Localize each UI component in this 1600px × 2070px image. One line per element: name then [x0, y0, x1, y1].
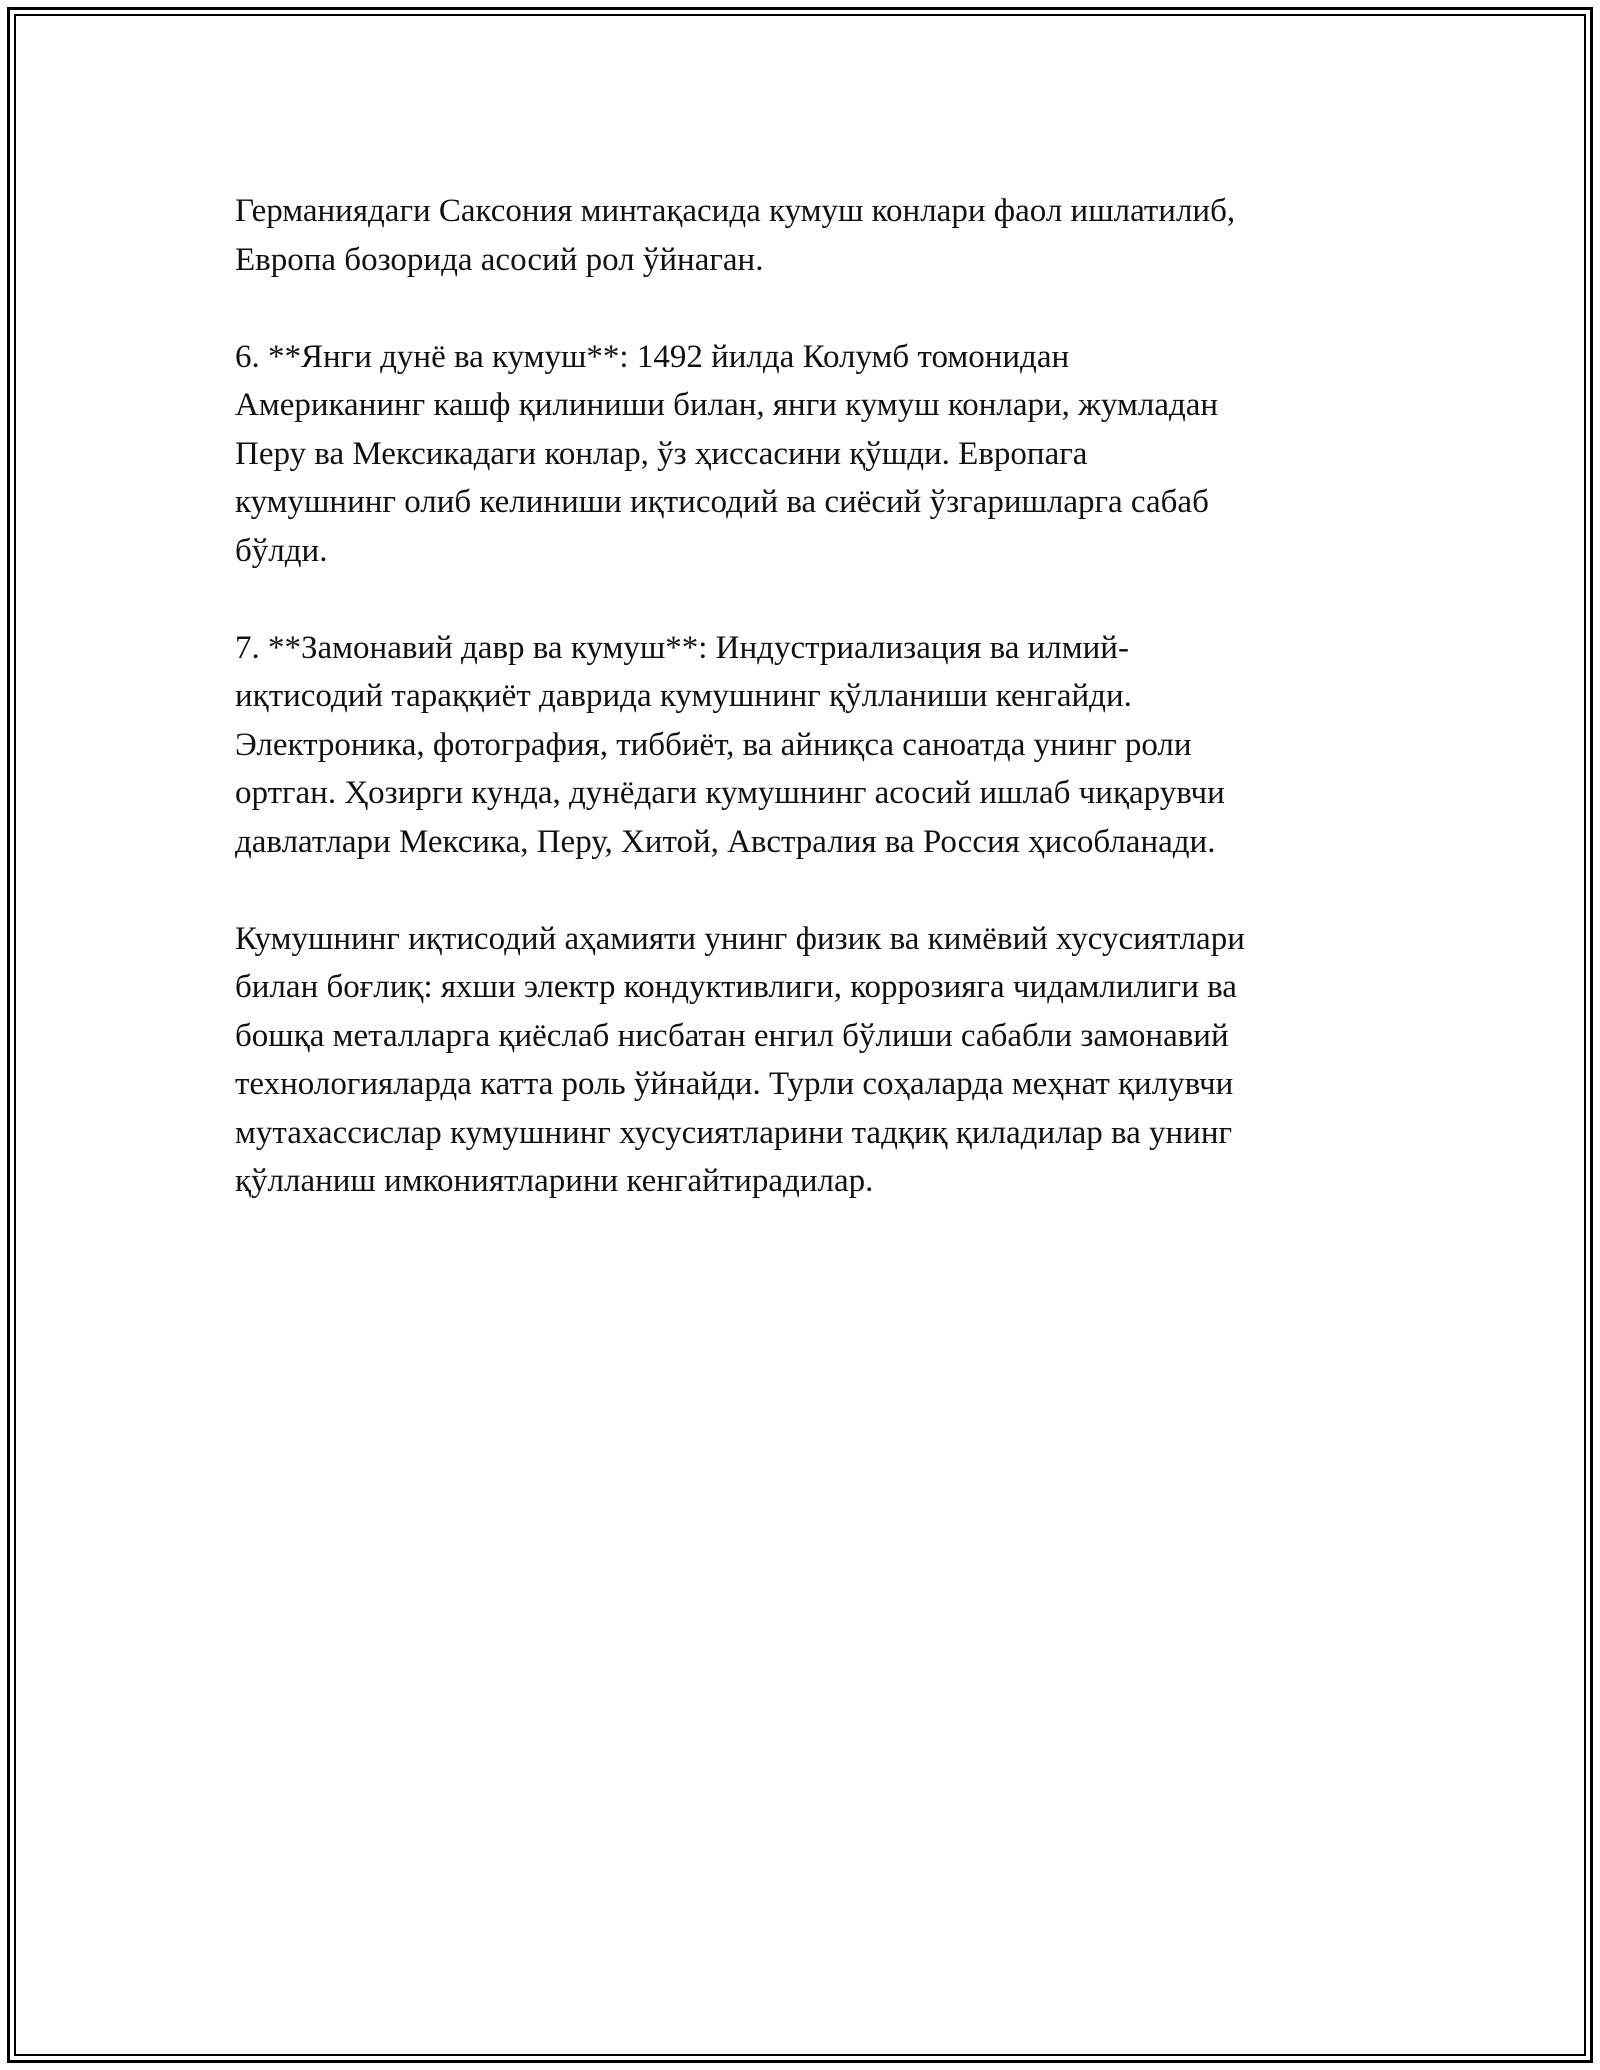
- paragraph-modern-era: [235, 624, 1385, 867]
- paragraph-saxony: [235, 187, 1385, 284]
- text-line: ортган. Ҳозирги кунда, дунёдаги кумушнинг асосий ишлаб чиқарувчи: [235, 775, 1225, 811]
- text-line: 6. **Янги дунё ва кумуш**: 1492 йилда Колумб томонидан: [235, 338, 1070, 375]
- text-line: Европа бозорида асосий рол ўйнаган.: [235, 241, 764, 278]
- text-line: қўлланиш имкониятларини кенгайтирадилар.: [235, 1163, 874, 1199]
- paragraph-new-world: [235, 333, 1385, 576]
- text-line: иқтисодий тараққиёт даврида кумушнинг қўлланиши кенгайди.: [235, 678, 1132, 714]
- text-line: бошқа металларга қиёслаб нисбатан енгил бўлиши сабабли замонавий: [235, 1017, 1229, 1054]
- text-line: Электроника, фотография, тиббиёт, ва айниқса саноатда унинг роли: [235, 726, 1192, 763]
- text-line: бўлди.: [235, 532, 328, 569]
- text-line: технологияларда катта роль ўйнайди. Турли соҳаларда меҳнат қилувчи: [235, 1066, 1234, 1102]
- text-line: Германиядаги Саксония минтақасида кумуш конлари фаол ишлатилиб,: [235, 193, 1236, 229]
- text-line: 7. **Замонавий давр ва кумуш**: Индустриализация ва илмий-: [235, 629, 1129, 666]
- text-line: давлатлари Мексика, Перу, Хитой, Австралия ва Россия ҳисобланади.: [235, 823, 1216, 860]
- text-line: Кумушнинг иқтисодий аҳамияти унинг физик ва кимёвий хусусиятлари: [235, 920, 1245, 957]
- document-body: [235, 187, 1385, 1254]
- text-line: Американинг кашф қилиниши билан, янги кумуш конлари, жумладан: [235, 387, 1219, 423]
- paragraph-economic-importance: [235, 915, 1385, 1206]
- text-line: Перу ва Мексикадаги конлар, ўз ҳиссасини қўшди. Европага: [235, 435, 1088, 472]
- text-line: кумушнинг олиб келиниши иқтисодий ва сиёсий ўзгаришларга сабаб: [235, 484, 1209, 520]
- text-line: билан боғлиқ: яхши электр кондуктивлиги, коррозияга чидамлилиги ва: [235, 969, 1237, 1005]
- text-line: мутахассислар кумушнинг хусусиятларини тадқиқ қиладилар ва унинг: [235, 1114, 1233, 1151]
